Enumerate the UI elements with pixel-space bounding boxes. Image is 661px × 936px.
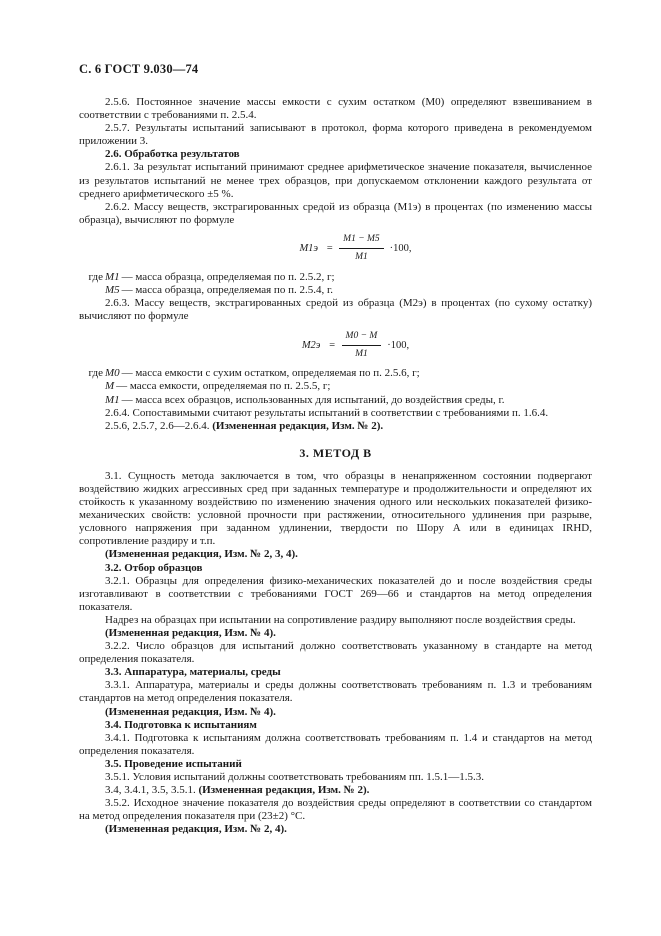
equals-sign: = <box>326 243 334 255</box>
fraction-numerator: M0 − M <box>342 330 382 346</box>
paragraph-3-5-1: 3.5.1. Условия испытаний должны соответствовать требованиям пп. 1.5.1—1.5.3. <box>105 771 485 784</box>
subsection-title-3-2: 3.2. Отбор образцов <box>105 561 203 574</box>
paragraph-3-5-2: 3.5.2. Исходное значение показателя до воздействия среды определяют в соответствии со стандартом на метод определения показателя при (23±2) °С. <box>79 797 592 823</box>
paragraph-2-6-1: 2.6.1. За результат испытаний принимают среднее арифметическое значение показателя, вычисленное из результатов испытаний не менее трех образцов, при допускаемом отклонении каждого результата от среднего арифметического ±5 %. <box>79 161 592 200</box>
definition-row: M5 — масса образца, определяемая по п. 2.5.4, г. <box>105 284 333 297</box>
formula-multiplier: ·100, <box>389 243 412 255</box>
amendment-note: 2.5.6, 2.5.7, 2.6—2.6.4. (Измененная редакция, Изм. № 2). <box>105 419 384 432</box>
equals-sign: = <box>328 339 336 351</box>
definition-row: где M0 — масса емкости с сухим остатком, определяемая по п. 2.5.6, г; <box>88 367 420 380</box>
amendment-note: (Измененная редакция, Изм. № 2, 4). <box>105 823 287 836</box>
paragraph-3-2-1-notch: Надрез на образцах при испытании на сопротивление раздиру выполняют после воздействия среды. <box>105 613 576 626</box>
paragraph-3-4-1: 3.4.1. Подготовка к испытаниям должна соответствовать требованиям п. 1.4 и стандартов на метод определения показателя. <box>79 731 592 757</box>
formula-fraction <box>342 330 382 361</box>
subsection-title-3-3: 3.3. Аппаратура, материалы, среды <box>105 666 281 679</box>
section-title-3: 3. МЕТОД В <box>299 445 372 460</box>
formula-lhs: M1э <box>299 243 319 255</box>
amendment-note: (Измененная редакция, Изм. № 2, 3, 4). <box>105 548 298 561</box>
paragraph-3-1: 3.1. Сущность метода заключается в том, что образцы в ненапряженном состоянии подвергают воздействию жидких агрессивных сред при заданных температуре и продолжительности и определяют их стойкость к указанному воздействию по изменению значения одного или нескольких показателей физико-механических свойств: условной прочности при растяжении, относительного удлинения при разрыве, условного напряжения при заданном удлинении, твердости по Шору А или в единицах IRHD, сопротивление раздиру и т.п. <box>79 469 592 548</box>
formula-fraction <box>339 233 384 264</box>
paragraph-2-5-6: 2.5.6. Постоянное значение массы емкости с сухим остатком (M0) определяют взвешиванием в соответствии с требованиями п. 2.5.4. <box>79 96 592 122</box>
document-body <box>79 96 592 837</box>
definition-row: M — масса емкости, определяемая по п. 2.5.5, г; <box>105 380 331 393</box>
formula-lhs: M2э <box>301 339 321 351</box>
formula-multiplier: ·100, <box>387 339 410 351</box>
subsection-title-2-6: 2.6. Обработка результатов <box>105 148 240 161</box>
formula-m1e <box>79 230 592 268</box>
paragraph-3-2-1: 3.2.1. Образцы для определения физико-механических показателей до и после воздействия среды изготавливают в соответствии с требованиями ГОСТ 269—66 и стандартов на метод определения показателя. <box>79 574 592 613</box>
fraction-denominator: M1 <box>355 252 368 263</box>
paragraph-3-3-1: 3.3.1. Аппаратура, материалы и среды должны соответствовать требованиям п. 1.3 и требованиям стандартов на метод определения показателя. <box>79 679 592 705</box>
fraction-denominator: M1 <box>355 348 368 359</box>
definitions-formula-2 <box>79 367 592 406</box>
definition-row: M1 — масса всех образцов, использованных для испытаний, до воздействия среды, г. <box>105 393 505 406</box>
definitions-formula-1 <box>79 271 592 297</box>
paragraph-2-6-4: 2.6.4. Сопоставимыми считают результаты испытаний в соответствии с требованиями п. 1.6.4. <box>105 406 549 419</box>
amendment-note: (Измененная редакция, Изм. № 4). <box>105 627 276 639</box>
amendment-note: (Измененная редакция, Изм. № 4). <box>105 705 276 718</box>
paragraph-2-6-2: 2.6.2. Массу веществ, экстрагированных средой из образца (M1э) в процентах (по изменению массы образца), вычисляют по формуле <box>79 200 592 226</box>
paragraph-2-6-3: 2.6.3. Массу веществ, экстрагированных средой из образца (M2э) в процентах (по сухому остатку) вычисляют по формуле <box>79 297 592 323</box>
definition-row: где M1 — масса образца, определяемая по п. 2.5.2, г; <box>88 270 335 283</box>
paragraph-2-5-7: 2.5.7. Результаты испытаний записывают в протокол, форма которого приведена в рекомендуемом приложении 3. <box>79 122 592 148</box>
fraction-numerator: M1 − M5 <box>339 233 384 249</box>
page-header: С. 6 ГОСТ 9.030—74 <box>79 62 199 76</box>
amendment-note: 3.4, 3.4.1, 3.5, 3.5.1. (Измененная редакция, Изм. № 2). <box>105 784 370 797</box>
formula-m2e <box>79 326 592 364</box>
subsection-title-3-4: 3.4. Подготовка к испытаниям <box>105 718 257 731</box>
paragraph-3-2-2: 3.2.2. Число образцов для испытаний должно соответствовать указанному в стандарте на метод определения показателя. <box>79 640 592 666</box>
subsection-title-3-5: 3.5. Проведение испытаний <box>105 757 242 770</box>
